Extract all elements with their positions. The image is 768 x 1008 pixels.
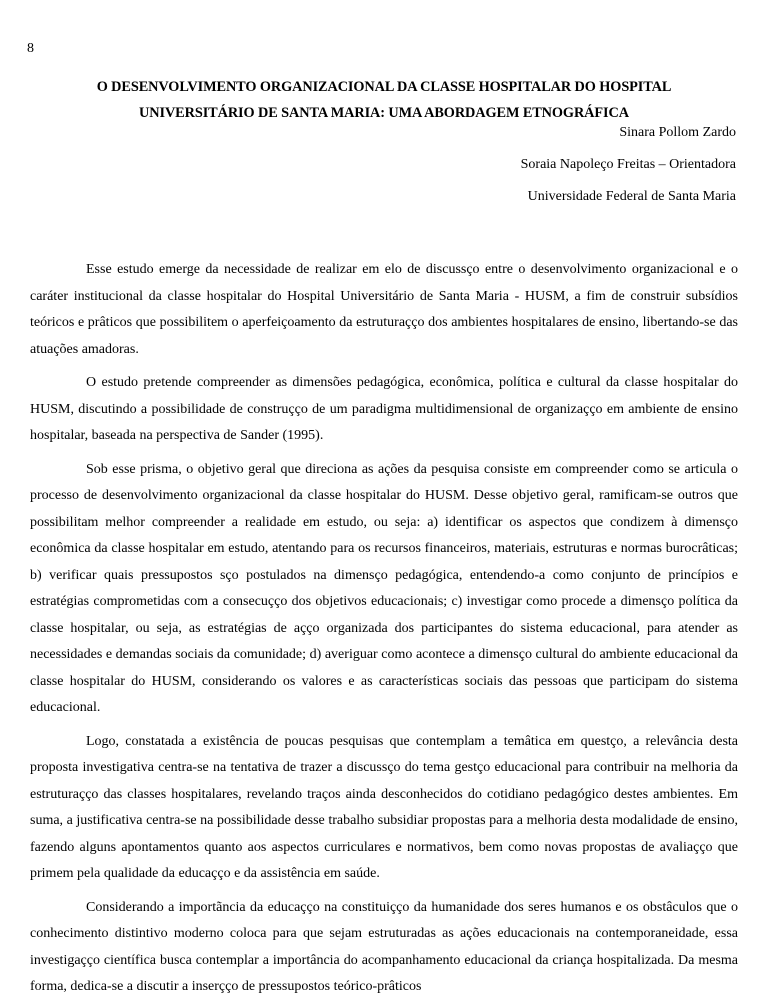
paragraph: Esse estudo emerge da necessidade de realizar em elo de discussço entre o desenvolvimento organizacional e o caráter institucional da classe hospitalar do Hospital Universitário de Santa Maria - HUSM, a fim de construir subsídios teóricos e prâticos que possibilitem o aperfeiçoamento da estruturaçço dos ambientes hospitalares de ensino, libertando-se das atuações amadoras. bbox=[30, 262, 738, 357]
paragraph: Considerando a importãncia da educaçço na constituiçço da humanidade dos seres humanos e os obstâculos que o conhecimento distintivo moderno coloca para que sejam estruturadas as ações educacionais na contemporaneidade, essa investigaçço científica busca contemplar a importância do acompanhamento educacional da criança hospitalizada. Da mesma forma, dedica-se a discutir a inserçço de pressupostos teórico-prâticos bbox=[30, 899, 738, 994]
title-line-2: UNIVERSITÁRIO DE SANTA MARIA: UMA ABORDAGEM ETNOGRÁFICA bbox=[139, 105, 629, 121]
body-text bbox=[30, 257, 738, 1008]
title-line-1: O DESENVOLVIMENTO ORGANIZACIONAL DA CLASSE HOSPITALAR DO HOSPITAL bbox=[96, 79, 672, 95]
institution-name: Universidade Federal de Santa Maria bbox=[527, 189, 736, 204]
author-block bbox=[236, 117, 736, 213]
paragraph: Logo, constatada a existência de poucas pesquisas que contemplam a temâtica em questço, a relevância desta proposta investigativa centra-se na tentativa de trazer a discussço do tema gestço educacional para contribuir na melhoria da estruturaçço das classes hospitalares, revelando traços ainda desconhecidos do cotidiano pedagógico destes ambientes. Em suma, a justificativa centra-se na possibilidade desse trabalho subsidiar propostas para a melhoria desta modalidade de ensino, fazendo alguns apontamentos quanto aos aspectos curriculares e normativos, bem como novas propostas de avaliaçço que primem pela qualidade da educaçço e da assistência em saúde. bbox=[30, 733, 738, 881]
paragraph: Sob esse prisma, o objetivo geral que direciona as ações da pesquisa consiste em compreender como se articula o processo de desenvolvimento organizacional da classe hospitalar do HUSM. Desse objetivo geral, ramificam-se outros que possibilitam melhor compreender a realidade em estudo, ou seja: a) identificar os aspectos que condizem à dimensço econômica da classe hospitalar em estudo, atentando para os recursos financeiros, materiais, estruturas e normas burocrâticas; b) verificar quais pressupostos sço postulados na dimensço pedagógica, entendendo-a como conjunto de princípios e estratégias comprometidas com a consecuçço dos objetivos educacionais; c) investigar como procede a dimensço política da classe hospitalar, ou seja, as estratégias de açço organizada dos participantes do sistema educacional, para atender as necessidades e demandas sociais da comunidade; d) averiguar como acontece a dimensço cultural do ambiente educacional da classe hospitalar do HUSM, considerando os valores e as características sociais das pessoas que participam do sistema educacional. bbox=[30, 461, 738, 715]
page-number: 8 bbox=[27, 41, 34, 56]
author-name: Sinara Pollom Zardo bbox=[619, 125, 736, 140]
paragraph: O estudo pretende compreender as dimensões pedagógica, econômica, política e cultural da classe hospitalar do HUSM, discutindo a possibilidade de construçço de um paradigma multidimensional de organizaçço em ambiente de ensino hospitalar, baseada na perspectiva de Sander (1995). bbox=[30, 375, 738, 443]
advisor-name: Soraia Napoleço Freitas – Orientadora bbox=[520, 157, 736, 172]
